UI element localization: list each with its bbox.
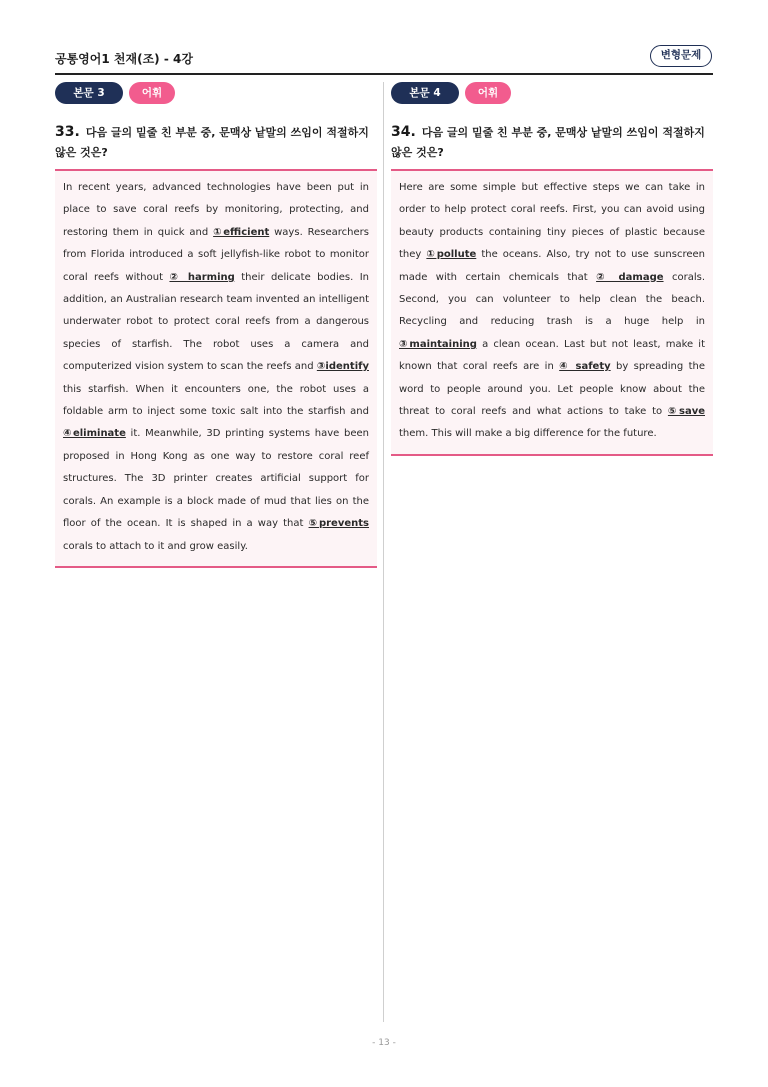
question-text: 다음 글의 밑줄 친 부분 중, 문맥상 낱말의 쓰임이 적절하지 않은 것은? [391, 126, 705, 159]
column-divider [383, 82, 384, 1022]
tag-row [55, 82, 377, 104]
underlined-choice: ④ safety [559, 361, 611, 373]
passage-bottom-rule [55, 566, 377, 568]
passage-text: it. Meanwhile, 3D printing systems have been proposed in Hong Kong as one way to restore coral reef structures. The 3D printer creates artificial support for corals. An example is a block made of mud that lies on the floor of the ocean. It is shaped in a way that [63, 428, 369, 530]
underlined-choice: ⑤save [667, 406, 705, 418]
underlined-choice: ④eliminate [63, 428, 126, 440]
question-number: 33. [55, 124, 80, 140]
question-type-badge: 변형문제 [650, 45, 712, 67]
page-number: - 13 - [372, 1038, 396, 1048]
question-text: 다음 글의 밑줄 친 부분 중, 문맥상 낱말의 쓰임이 적절하지 않은 것은? [55, 126, 369, 159]
passage-text: corals to attach to it and grow easily. [63, 540, 248, 552]
passage-text: corals. Second, you can volunteer to help clean the beach. Recycling and reducing trash is a huge help in [399, 271, 705, 328]
passage-bottom-rule [391, 454, 713, 456]
passage-text: In recent years, advanced technologies have been put in place to save coral reefs by monitoring, protecting, and restoring them in quick and [63, 182, 369, 238]
passage-text: a clean ocean. Last but not least, make it known that coral reefs are in [399, 338, 705, 373]
passage-text: them. This will make a big difference for the future. [399, 428, 657, 440]
passage-box [391, 171, 713, 454]
category-tag: 어휘 [465, 82, 511, 104]
passage-box [55, 171, 377, 566]
question-stem [391, 122, 713, 163]
underlined-choice: ①pollute [426, 249, 477, 261]
underlined-choice: ② damage [596, 271, 664, 283]
passage-tag: 본문 3 [55, 82, 123, 104]
passage-text: ways. Researchers from Florida introduced a soft jellyfish-like robot to monitor coral reefs without [63, 226, 369, 283]
underlined-choice: ③identify [316, 361, 369, 373]
passage-text: this starfish. When it encounters one, the robot uses a foldable arm to inject some toxic salt into the starfish and [63, 383, 369, 418]
question-number: 34. [391, 124, 416, 140]
passage-text: their delicate bodies. In addition, an Australian research team invented an intelligent underwater robot to protect coral reefs from a dangerous species of starfish. The robot uses a camera and computerized vision system to scan the reefs and [63, 271, 369, 373]
question-33 [55, 82, 377, 568]
underlined-choice: ①efficient [213, 226, 270, 238]
passage-text: the oceans. Also, try not to use sunscreen made with certain chemicals that [399, 249, 705, 283]
header-divider [55, 73, 713, 75]
underlined-choice: ② harming [169, 271, 235, 283]
underlined-choice: ③maintaining [399, 338, 477, 350]
passage-text: Here are some simple but effective steps we can take in order to help protect coral reefs. First, you can avoid using beauty products containing tiny pieces of plastic because they [399, 182, 705, 261]
passage-tag: 본문 4 [391, 82, 459, 104]
question-stem [55, 122, 377, 163]
passage-text: by spreading the word to people around you. Let people know about the threat to coral reefs and what actions to take to [399, 361, 705, 418]
page-title: 공통영어1 천재(조) - 4강 [55, 52, 193, 66]
question-34 [391, 82, 713, 456]
category-tag: 어휘 [129, 82, 175, 104]
underlined-choice: ⑤prevents [308, 518, 369, 530]
tag-row [391, 82, 713, 104]
